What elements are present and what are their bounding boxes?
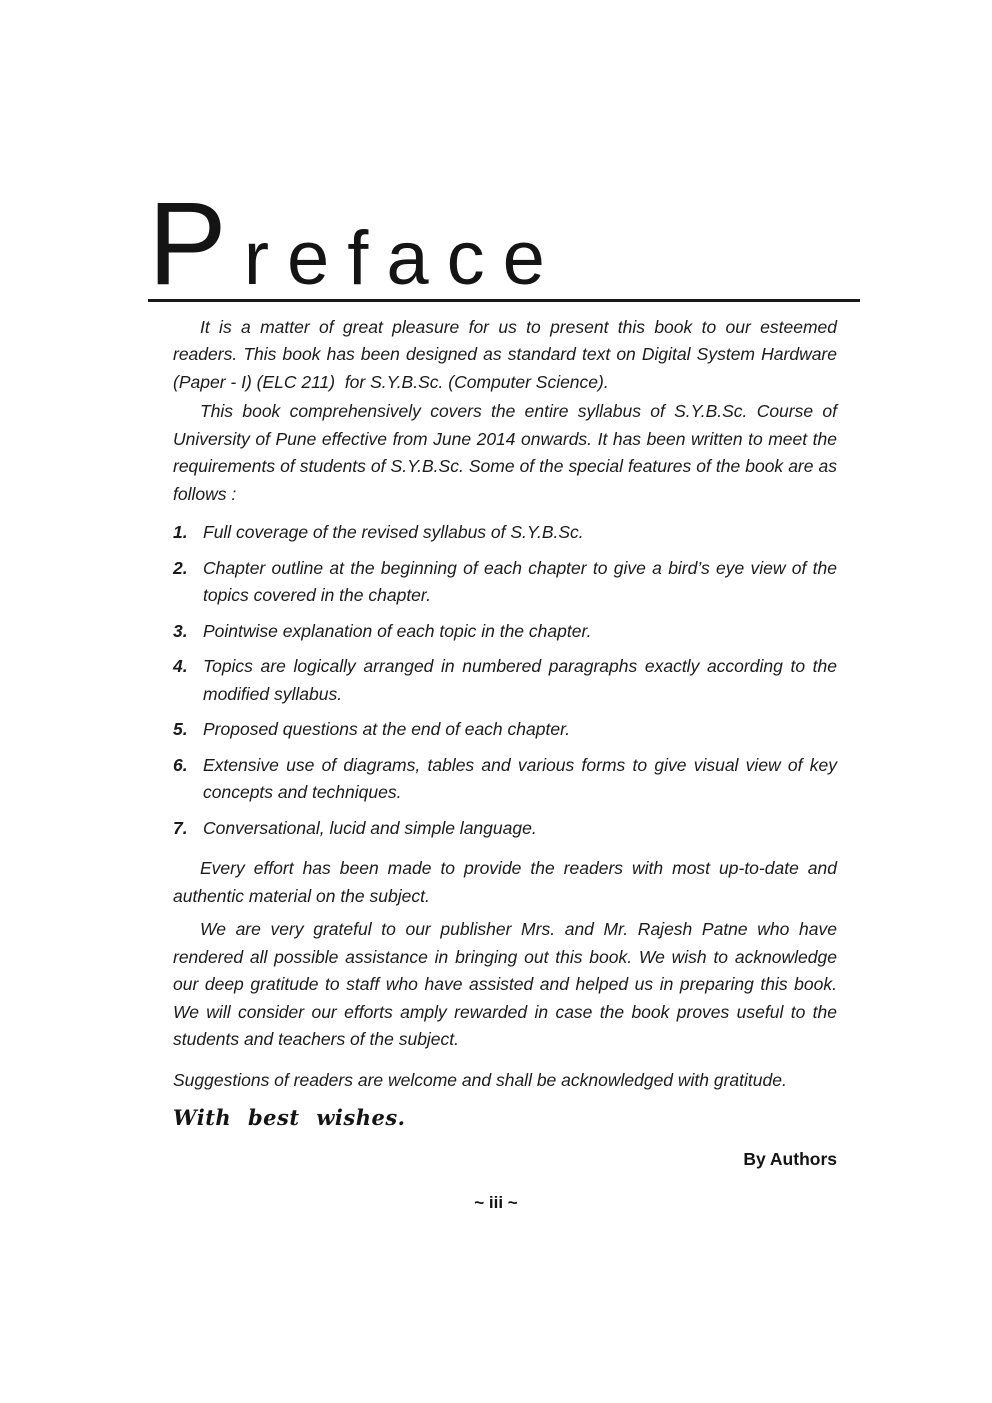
feature-number-3: 3. bbox=[173, 620, 188, 641]
feature-number-7: 7. bbox=[173, 817, 188, 838]
feature-text-7: Conversational, lucid and simple language. bbox=[203, 817, 537, 838]
closing-paragraph-1: Every effort has been made to provide the readers with most up-to-date and authentic material on the subject. bbox=[173, 858, 837, 906]
feature-number-2: 2. bbox=[173, 557, 188, 578]
intro-paragraph-1: It is a matter of great pleasure for us to present this book to our esteemed readers. This book has been designed as standard text on Digital System Hardware (Paper - I) (ELC 211) for S.Y.B.Sc. (Computer Science). bbox=[173, 316, 837, 392]
feature-text-3: Pointwise explanation of each topic in the chapter. bbox=[203, 620, 592, 641]
feature-item-1 bbox=[173, 519, 837, 547]
feature-number-4: 4. bbox=[173, 656, 188, 677]
feature-text-5: Proposed questions at the end of each chapter. bbox=[203, 719, 571, 740]
feature-item-4 bbox=[173, 653, 837, 708]
signature-line: With best wishes. bbox=[173, 1105, 406, 1131]
feature-text-4: Topics are logically arranged in numbered paragraphs exactly according to the modified syllabus. bbox=[203, 656, 837, 704]
feature-item-6 bbox=[173, 752, 837, 807]
feature-item-3 bbox=[173, 618, 837, 646]
feature-item-7 bbox=[173, 815, 837, 843]
feature-number-6: 6. bbox=[173, 754, 188, 775]
page-title-initial: P bbox=[148, 178, 244, 310]
byline: By Authors bbox=[743, 1149, 837, 1170]
feature-list bbox=[173, 519, 837, 842]
feature-text-2: Chapter outline at the beginning of each chapter to give a bird’s eye view of the topics covered in the chapter. bbox=[203, 557, 837, 606]
feature-text-6: Extensive use of diagrams, tables and various forms to give visual view of key concepts and techniques. bbox=[203, 754, 837, 803]
closing-paragraph-2: We are very grateful to our publisher Mrs. and Mr. Rajesh Patne who have rendered all possible assistance in bringing out this book. We wish to acknowledge our deep gratitude to staff who have assisted and helped us in preparing this book. We will consider our efforts amply rewarded in case the book proves useful to the students and teachers of the subject. bbox=[173, 919, 837, 1050]
suggestions-paragraph: Suggestions of readers are welcome and shall be acknowledged with gratitude. bbox=[173, 1069, 787, 1090]
page-number: ~ iii ~ bbox=[474, 1193, 518, 1212]
feature-number-1: 1. bbox=[173, 522, 188, 543]
page-title-rest: reface bbox=[243, 216, 563, 301]
feature-text-1: Full coverage of the revised syllabus of S.Y.B.Sc. bbox=[203, 522, 584, 543]
page-title bbox=[148, 178, 860, 310]
feature-item-5 bbox=[173, 716, 837, 744]
intro-paragraph-2: This book comprehensively covers the entire syllabus of S.Y.B.Sc. Course of University of Pune effective from June 2014 onwards. It has been written to meet the requirements of students of S.Y.B.Sc. Some of the special features of the book are as follows : bbox=[173, 401, 837, 504]
feature-number-5: 5. bbox=[173, 719, 188, 740]
preface-header bbox=[148, 178, 860, 310]
feature-item-2 bbox=[173, 555, 837, 610]
